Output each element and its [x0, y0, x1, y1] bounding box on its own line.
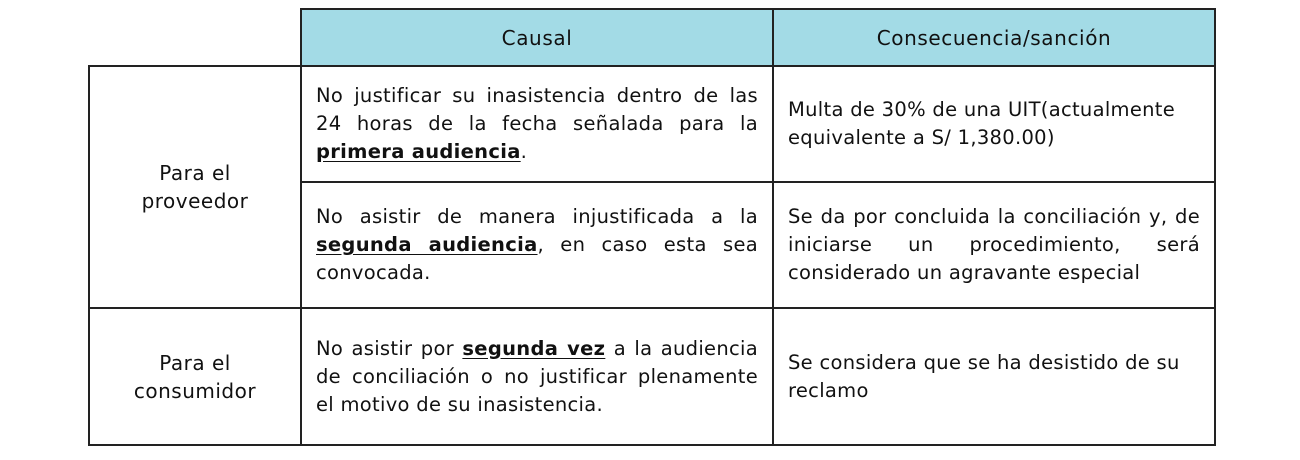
table-row-proveedor-1 — [89, 66, 1215, 182]
sanctions-table — [88, 8, 1216, 446]
row-label-consumidor-line2: consumidor — [133, 378, 257, 403]
cause-emphasis: primera audiencia — [316, 140, 521, 163]
cause-text-end: . — [520, 140, 528, 163]
cause-cell-proveedor-2 — [301, 182, 773, 308]
row-label-proveedor — [89, 66, 301, 308]
row-label-proveedor-line1: Para el — [159, 161, 231, 185]
consequence-cell-consumidor — [773, 308, 1215, 445]
consequence-cell-proveedor-1 — [773, 66, 1215, 182]
consequence-text: Se da por concluida la conciliación y, de iniciarse un procedimiento, será considerado un agravante especial — [788, 205, 1200, 284]
cause-text: No justificar su inasistencia dentro de las 24 horas de la fecha señalada para la — [316, 84, 758, 135]
empty-corner-cell — [89, 9, 301, 66]
cause-text-end: a la audiencia de conciliación o no justificar plenamente el motivo de su inasistencia. — [316, 336, 758, 416]
cause-text: No asistir por — [316, 336, 463, 360]
header-causal: Causal — [301, 9, 773, 66]
table-row-consumidor — [89, 308, 1215, 445]
cause-emphasis: segunda vez — [462, 336, 606, 360]
consequence-cell-proveedor-2 — [773, 182, 1215, 308]
cause-emphasis: segunda audiencia — [316, 233, 538, 256]
header-consecuencia: Consecuencia/sanción — [773, 9, 1215, 66]
row-label-proveedor-line2: proveedor — [141, 189, 249, 213]
cause-text: No asistir de manera injustificada a la — [316, 205, 758, 228]
consequence-text: Multa de 30% de una UIT(actualmente equivalente a S/ 1,380.00) — [788, 98, 1176, 149]
row-label-consumidor-line1: Para el — [159, 350, 231, 375]
row-label-consumidor — [89, 308, 301, 445]
header-row — [89, 9, 1215, 66]
cause-text-end: , en caso esta sea convocada. — [316, 233, 758, 284]
consequence-text: Se considera que se ha desistido de su reclamo — [788, 350, 1180, 402]
cause-cell-proveedor-1 — [301, 66, 773, 182]
cause-cell-consumidor — [301, 308, 773, 445]
